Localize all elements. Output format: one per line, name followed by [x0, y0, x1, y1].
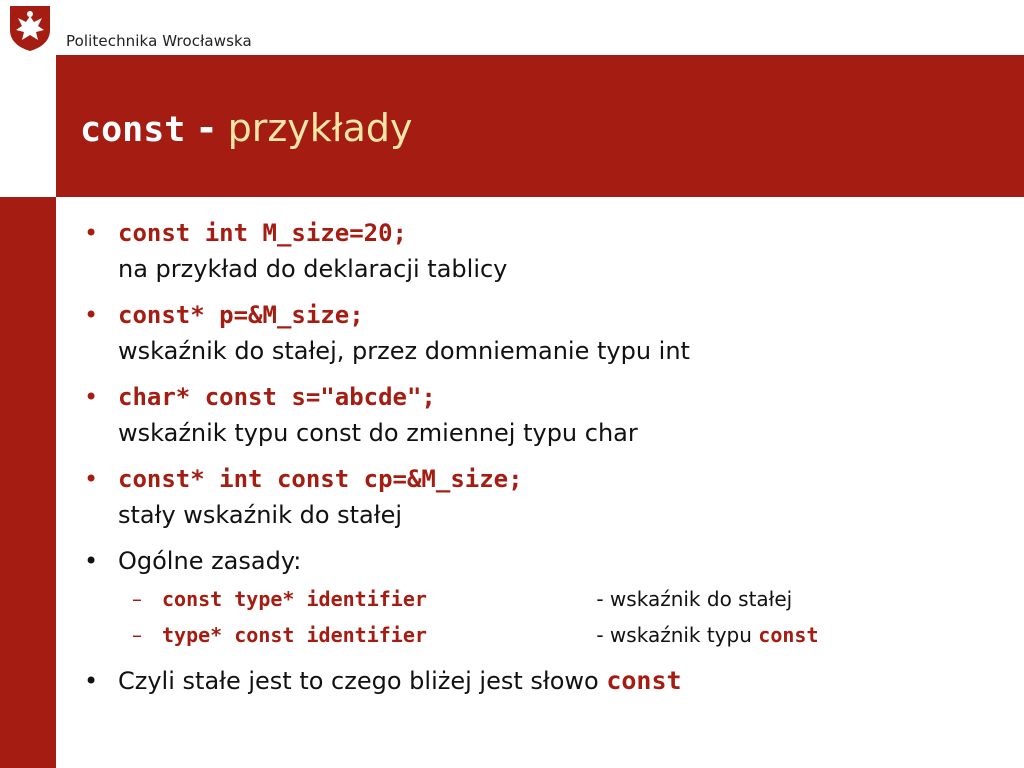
sub-list-item	[80, 581, 1010, 617]
list-item-conclusion	[80, 663, 1010, 699]
sub-description: - wskaźnik do stałej	[596, 587, 793, 611]
code-snippet: type* const identifier	[162, 623, 427, 647]
bullet: •	[84, 301, 99, 329]
bullet: •	[84, 383, 99, 411]
sub-dash: –	[132, 623, 142, 647]
code-snippet: char* const s="abcde";	[118, 383, 436, 411]
item-description: wskaźnik do stałej, przez domniemanie typu int	[118, 337, 690, 365]
slide-title	[80, 104, 413, 154]
title-keyword: const	[80, 110, 186, 150]
item-description: wskaźnik typu const do zmiennej typu char	[118, 419, 638, 447]
item-description: na przykład do deklaracji tablicy	[118, 255, 508, 283]
inline-keyword: const	[758, 623, 819, 647]
university-name: Politechnika Wrocławska	[66, 32, 252, 50]
bullet: •	[84, 219, 99, 247]
bullet: •	[84, 667, 99, 695]
list-item	[80, 297, 1010, 369]
sub-dash: –	[132, 587, 142, 611]
code-snippet: const type* identifier	[162, 587, 427, 611]
bullet: •	[84, 547, 99, 575]
slide-content	[80, 215, 1010, 709]
list-item-rules	[80, 543, 1010, 579]
title-text: przykłady	[227, 106, 413, 150]
bullet: •	[84, 465, 99, 493]
rules-heading: Ogólne zasady:	[118, 547, 302, 575]
list-item	[80, 461, 1010, 533]
left-accent-band	[0, 197, 56, 768]
sub-list-item	[80, 617, 1010, 653]
sub-description: - wskaźnik typu	[596, 623, 759, 647]
conclusion-keyword: const	[606, 666, 682, 695]
list-item	[80, 379, 1010, 451]
code-snippet: const* int const cp=&M_size;	[118, 465, 523, 493]
conclusion-text: Czyli stałe jest to czego bliżej jest słowo	[118, 667, 607, 695]
item-description: stały wskaźnik do stałej	[118, 501, 403, 529]
list-item	[80, 215, 1010, 287]
eagle-crest-icon	[8, 4, 52, 52]
code-snippet: const* p=&M_size;	[118, 301, 364, 329]
title-dash: -	[198, 106, 215, 150]
code-snippet: const int M_size=20;	[118, 219, 407, 247]
